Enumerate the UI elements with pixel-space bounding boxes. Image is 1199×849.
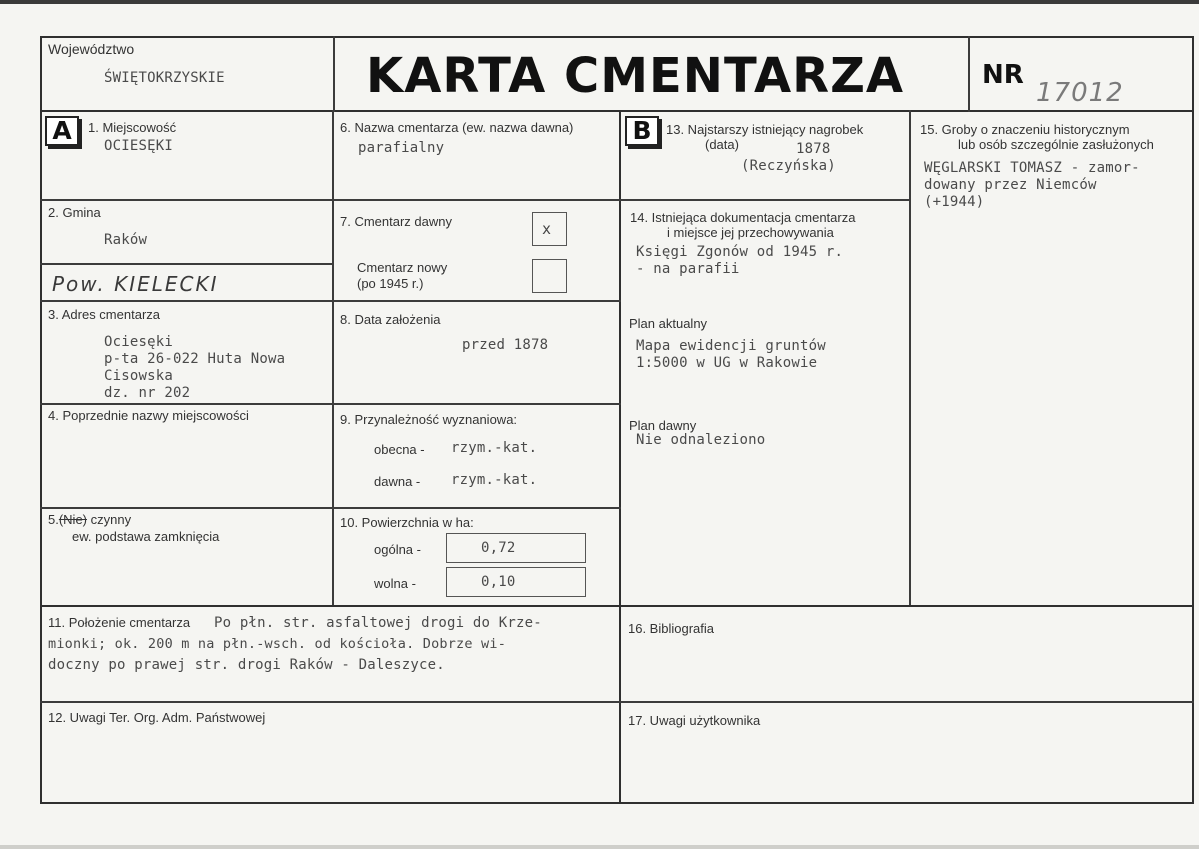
header-vline-1 [333,36,335,112]
f9-current-value: rzym.-kat. [451,440,538,456]
f7-new-label-2: (po 1945 r.) [357,276,424,291]
f11-line-2: mionki; ok. 200 m na płn.-wsch. od kościoła. Dobrze wi- [48,636,507,652]
f8-value: przed 1878 [462,337,549,353]
c1-line-3 [40,300,333,302]
frame-top [40,36,1194,38]
nr-value: 17012 [1036,78,1124,108]
f7-new-label: Cmentarz nowy [357,260,448,275]
area-free-field[interactable] [446,567,586,597]
f1-label: 1. Miejscowość [88,120,177,135]
section-a-badge: A [45,116,79,146]
f12-label: 12. Uwagi Ter. Org. Adm. Państwowej [48,710,266,725]
header-vline-2 [968,36,970,112]
f6-label: 6. Nazwa cmentarza (ew. nazwa dawna) [340,120,574,135]
plan-former-label: Plan dawny [629,418,697,433]
f2-value: Raków [104,232,148,248]
f8-label: 8. Data założenia [340,312,441,327]
c2-line-4 [332,507,621,509]
card-title: KARTA CMENTARZA [366,48,905,104]
f9-former-label: dawna - [374,474,421,489]
c1-line-2 [40,263,333,265]
section-b-badge: B [625,116,659,146]
f14-line-1: Księgi Zgonów od 1945 r. [636,244,844,260]
scan-top-edge [0,0,1199,4]
c3-line-1 [619,199,911,201]
header-divider [40,110,1194,112]
f3-line-1: Ociesęki [104,334,174,350]
f7-old-label: 7. Cmentarz dawny [340,214,452,229]
plan-former-value: Nie odnaleziono [636,432,766,448]
f5-struck-prefix: (Nie) [58,512,88,527]
f3-line-4: dz. nr 202 [104,385,191,401]
f14-line-2: - na parafii [636,261,740,277]
area-total-field[interactable] [446,533,586,563]
nr-label: NR [982,60,1024,90]
f6-value: parafialny [358,140,445,156]
c2-line-2 [332,300,621,302]
f10-total-value: 0,72 [481,540,516,556]
f15-line-1: WĘGLARSKI TOMASZ - zamor- [924,160,1140,176]
f15-label: 15. Groby o znaczeniu historycznym [920,122,1130,137]
f3-label: 3. Adres cmentarza [48,307,160,322]
f1-value: OCIESĘKI [104,138,174,154]
f2-handwritten-county: Pow. KIELECKI [52,272,219,296]
new-cemetery-checkbox[interactable] [532,259,567,293]
f9-current-label: obecna - [374,442,425,457]
f11-label: 11. Położenie cmentarza [48,615,191,630]
f5-label-2: ew. podstawa zamknięcia [72,529,220,544]
c1-line-1 [40,199,333,201]
f10-free-label: wolna - [374,576,416,591]
f11-line-1: Po płn. str. asfaltowej drogi do Krze- [214,615,542,631]
scan-bottom-edge [0,845,1199,849]
c2-line-1 [332,199,621,201]
f13-label-2: (data) [705,137,739,152]
f15-line-2: dowany przez Niemców [924,177,1097,193]
f13-label: 13. Najstarszy istniejący nagrobek [666,122,864,137]
f3-line-3: Cisowska [104,368,174,384]
lower-grid-mid [40,701,1194,703]
lower-grid-top [40,605,1194,607]
f11-line-3: doczny po prawej str. drogi Raków - Daleszyce. [48,657,445,673]
f10-total-label: ogólna - [374,542,421,557]
c1-line-5 [40,507,333,509]
f15-line-3: (+1944) [924,194,985,210]
f15-label-2: lub osób szczególnie zasłużonych [958,137,1154,152]
f14-label-2: i miejsce jej przechowywania [667,225,834,240]
c1-line-4 [40,403,333,405]
voivodeship-value: ŚWIĘTOKRZYSKIE [104,70,225,86]
f17-label: 17. Uwagi użytkownika [628,713,761,728]
f5-number: 5. [48,512,59,527]
f9-former-value: rzym.-kat. [451,472,538,488]
f5-active: czynny [87,512,132,527]
f2-label: 2. Gmina [48,205,101,220]
col-divider-3 [909,110,911,606]
frame-right [1192,36,1194,804]
plan-current-label: Plan aktualny [629,316,708,331]
f10-label: 10. Powierzchnia w ha: [340,515,474,530]
c2-line-3 [332,403,621,405]
f10-free-value: 0,10 [481,574,516,590]
f3-line-2: p-ta 26-022 Huta Nowa [104,351,286,367]
f14-label: 14. Istniejąca dokumentacja cmentarza [630,210,856,225]
plan-current-line-1: Mapa ewidencji gruntów [636,338,826,354]
col-divider-2 [619,110,621,804]
f13-value-2: (Reczyńska) [741,158,836,174]
col-divider-1 [332,110,334,606]
f13-value: 1878 [796,141,831,157]
voivodeship-label: Województwo [48,41,135,57]
frame-left [40,36,42,804]
f5-label [48,512,131,527]
f4-label: 4. Poprzednie nazwy miejscowości [48,408,249,423]
old-cemetery-mark: x [542,220,552,238]
plan-current-line-2: 1:5000 w UG w Rakowie [636,355,818,371]
f9-label: 9. Przynależność wyznaniowa: [340,412,518,427]
frame-bottom [40,802,1194,804]
f16-label: 16. Bibliografia [628,621,714,636]
